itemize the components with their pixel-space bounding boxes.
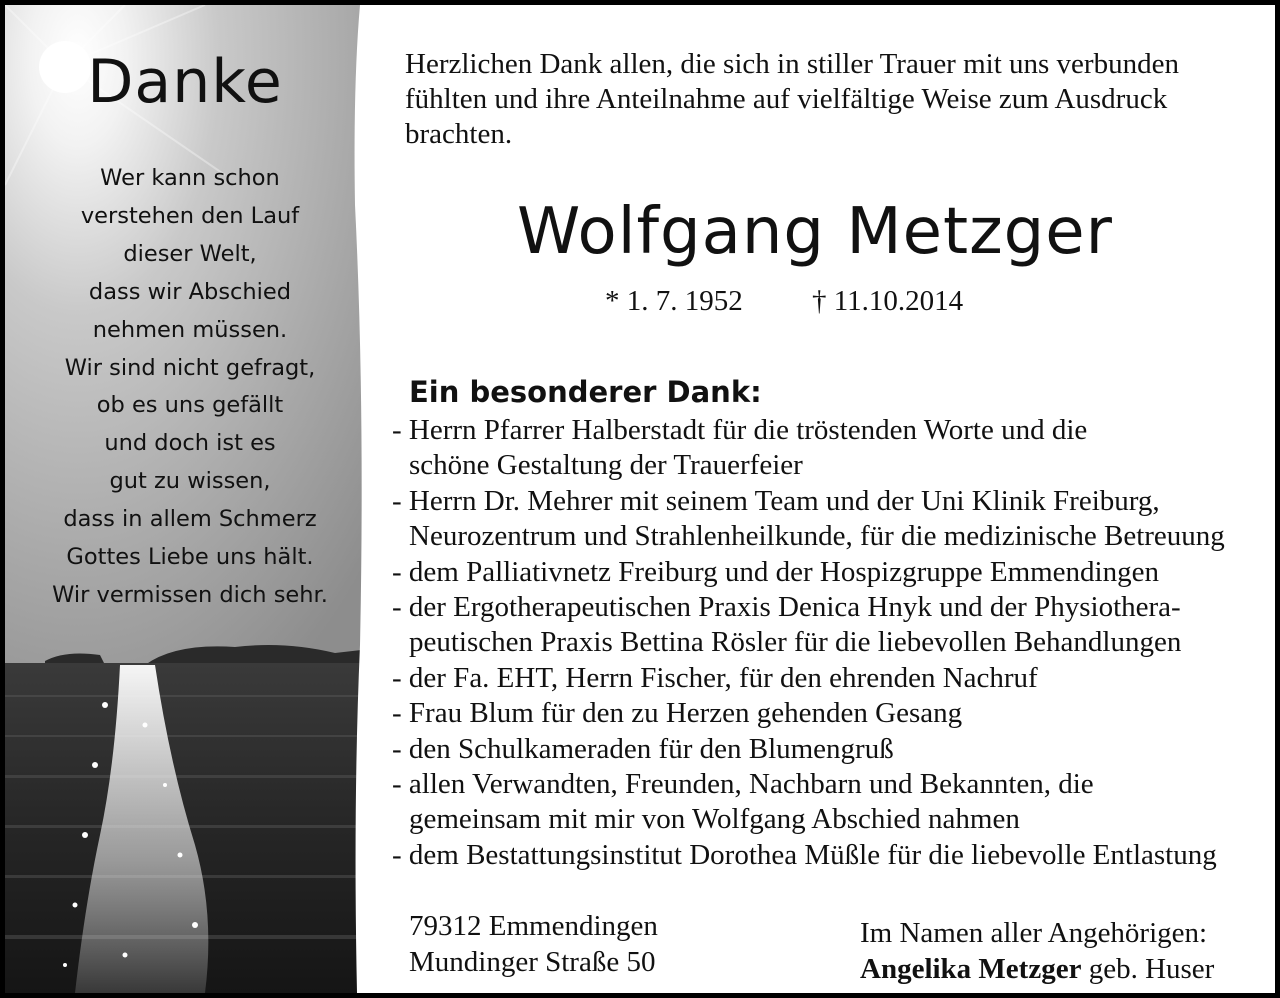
intro-line: brachten. xyxy=(405,118,513,150)
address-city: 79312 Emmendingen xyxy=(409,910,658,942)
poem-line: verstehen den Lauf xyxy=(80,202,300,229)
thanks-item-continuation: gemeinsam mit mir von Wolfgang Abschied nahmen xyxy=(409,803,1020,836)
birth-date: * 1. 7. 1952 xyxy=(605,285,743,317)
thanks-item: - der Fa. EHT, Herrn Fischer, für den ehrenden Nachruf xyxy=(392,661,1038,694)
signer-maiden-name: geb. Huser xyxy=(1088,953,1215,985)
poem-line: nehmen müssen. xyxy=(92,316,288,343)
thanks-list xyxy=(392,413,1280,873)
thanks-item: - dem Bestattungsinstitut Dorothea Müßle für die liebevolle Entlastung xyxy=(392,838,1217,871)
poem-line: Gottes Liebe uns hält. xyxy=(66,544,314,571)
intro-text xyxy=(405,47,1265,152)
thanks-item-continuation: peutischen Praxis Bettina Rösler für die liebevollen Behandlungen xyxy=(409,626,1182,659)
poem-line: Wer kann schon xyxy=(100,165,280,191)
signoff-block xyxy=(860,915,1214,987)
sunset-sea-photo-panel xyxy=(5,5,370,993)
life-dates xyxy=(605,285,963,318)
thanks-item-continuation: schöne Gestaltung der Trauerfeier xyxy=(409,449,803,482)
side-title: Danke xyxy=(87,47,283,117)
thanks-item: - dem Palliativnetz Freiburg und der Hospizgruppe Emmendingen xyxy=(392,555,1159,588)
intro-line: Herzlichen Dank allen, die sich in stiller Trauer mit uns verbunden xyxy=(405,48,1179,80)
signoff-signature xyxy=(860,951,1214,987)
deceased-name: Wolfgang Metzger xyxy=(517,195,1113,269)
thanks-item: - der Ergotherapeutischen Praxis Denica Hnyk und der Physiothera- xyxy=(392,591,1181,624)
poem-line: und doch ist es xyxy=(104,430,276,457)
poem-line: dass in allem Schmerz xyxy=(63,506,317,533)
poem-line: dieser Welt, xyxy=(123,240,257,267)
thanks-item: - allen Verwandten, Freunden, Nachbarn und Bekannten, die xyxy=(392,768,1094,801)
poem-line: Wir sind nicht gefragt, xyxy=(64,354,316,381)
poem xyxy=(15,160,365,615)
address-block xyxy=(409,908,658,980)
thanks-item: - Herrn Pfarrer Halberstadt für die tröstenden Worte und die xyxy=(392,414,1088,446)
death-date: † 11.10.2014 xyxy=(812,285,964,317)
poem-line: Wir vermissen dich sehr. xyxy=(52,581,328,608)
thanks-item: - den Schulkameraden für den Blumengruß xyxy=(392,732,894,765)
special-thanks-heading: Ein besonderer Dank: xyxy=(409,375,762,409)
address-street: Mundinger Straße 50 xyxy=(409,946,656,978)
signoff-line: Im Namen aller Angehörigen: xyxy=(860,917,1208,949)
poem-line: ob es uns gefällt xyxy=(96,392,284,419)
thanks-item: - Frau Blum für den zu Herzen gehenden Gesang xyxy=(392,697,963,730)
thanks-item-continuation: Neurozentrum und Strahlenheilkunde, für die medizinische Betreuung xyxy=(409,520,1225,553)
thanks-item: - Herrn Dr. Mehrer mit seinem Team und der Uni Klinik Freiburg, xyxy=(392,484,1160,517)
signer-name: Angelika Metzger xyxy=(860,953,1082,985)
poem-line: gut zu wissen, xyxy=(109,468,271,495)
intro-line: fühlten und ihre Anteilnahme auf vielfältige Weise zum Ausdruck xyxy=(405,83,1168,115)
poem-line: dass wir Abschied xyxy=(88,278,292,305)
